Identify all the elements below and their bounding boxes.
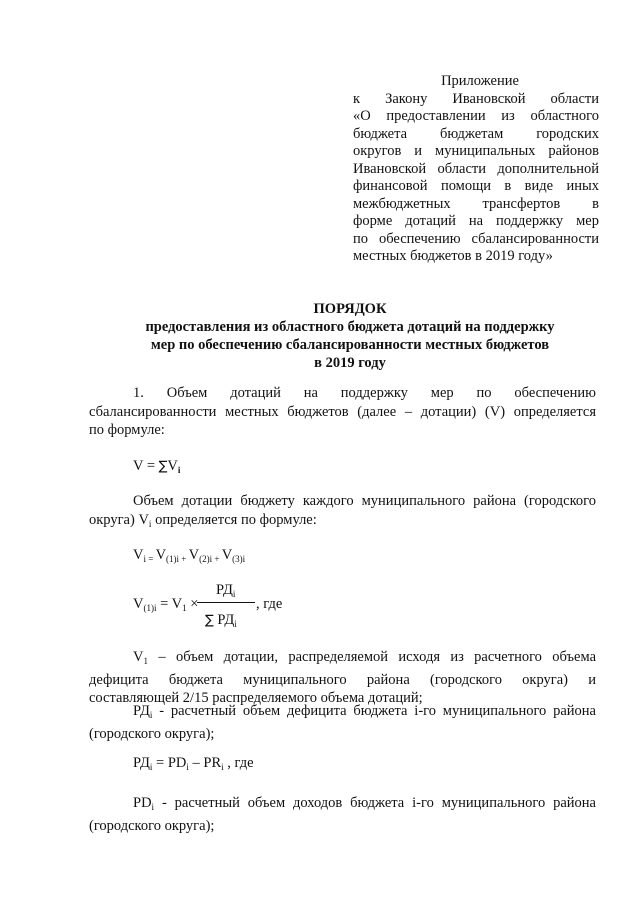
appendix-line: местных бюджетов в 2019 году»	[353, 248, 553, 264]
formula-vi: $V_{i =}$ $V_{(1)i +}$ $V_{(2)i +}$ $V_{(3)i}$	[133, 547, 246, 564]
fraction-denominator: ∑ $РД_i$	[205, 612, 237, 629]
appendix-line: бюджета бюджетам городских	[353, 125, 599, 142]
document-title	[0, 300, 640, 372]
appendix-line: форме дотаций на поддержку мер	[353, 213, 599, 229]
text-line: 1. Объем дотаций на поддержку мер по обеспечению	[133, 385, 596, 401]
text-line: $PD_i$ - расчетный объем доходов бюджета i-го муниципального района	[133, 795, 596, 812]
text-line: (городского округа);	[89, 725, 215, 742]
formula-rd: $РД_i = PD_i - PR_i$ , где	[133, 755, 254, 772]
appendix-line: финансовой помощи в виде иных	[353, 178, 599, 194]
title-line: предоставления из областного бюджета дотаций на поддержку	[145, 319, 555, 335]
appendix-line: «О предоставлении из областного	[353, 108, 599, 124]
fraction-numerator: $РД_i$	[216, 582, 236, 599]
text-line: по формуле:	[89, 422, 165, 438]
paragraph-4	[89, 702, 596, 743]
paragraph-5	[89, 794, 596, 835]
title-line: мер по обеспечению сбалансированности местных бюджетов	[150, 337, 550, 353]
text-line: составляющей 2/15 распределяемого объема дотаций;	[89, 690, 423, 706]
title-line: в 2019 году	[314, 355, 386, 371]
appendix-line: округов и муниципальных районов	[353, 143, 599, 159]
appendix-line: Ивановской области дополнительной	[353, 160, 599, 177]
text-line: $V_1$ – объем дотации, распределяемой исходя из расчетного объема	[133, 649, 596, 666]
title-line: ПОРЯДОК	[313, 301, 387, 317]
appendix-line: межбюджетных трансфертов в	[353, 195, 599, 212]
formula-suffix: , где	[256, 596, 283, 612]
fraction-bar	[197, 602, 255, 603]
text-line: Объем дотации бюджету каждого муниципального района (городского	[133, 493, 596, 509]
paragraph-2	[89, 492, 596, 533]
paragraph-1	[89, 384, 596, 440]
formula-v1i: $V_{(1)i} = V_1$ ×	[133, 596, 199, 613]
text-line: сбалансированности местных бюджетов (далее – дотации) (V) определяется	[89, 403, 596, 420]
appendix-line: к Закону Ивановской области	[353, 90, 599, 107]
appendix-block	[353, 73, 599, 266]
paragraph-3	[89, 648, 596, 708]
text-line: округа) $V_i$ определяется по формуле:	[89, 511, 317, 529]
text-line: дефицита бюджета муниципального района (городского округа) и	[89, 671, 596, 688]
appendix-title: Приложение	[441, 73, 519, 89]
text-line: $РД_i$ - расчетный объем дефицита бюджета i-го муниципального района	[133, 703, 596, 720]
text-line: (городского округа);	[89, 817, 215, 834]
formula-total: $V = \sum V_i$	[133, 458, 181, 475]
appendix-line: по обеспечению сбалансированности	[353, 230, 599, 247]
